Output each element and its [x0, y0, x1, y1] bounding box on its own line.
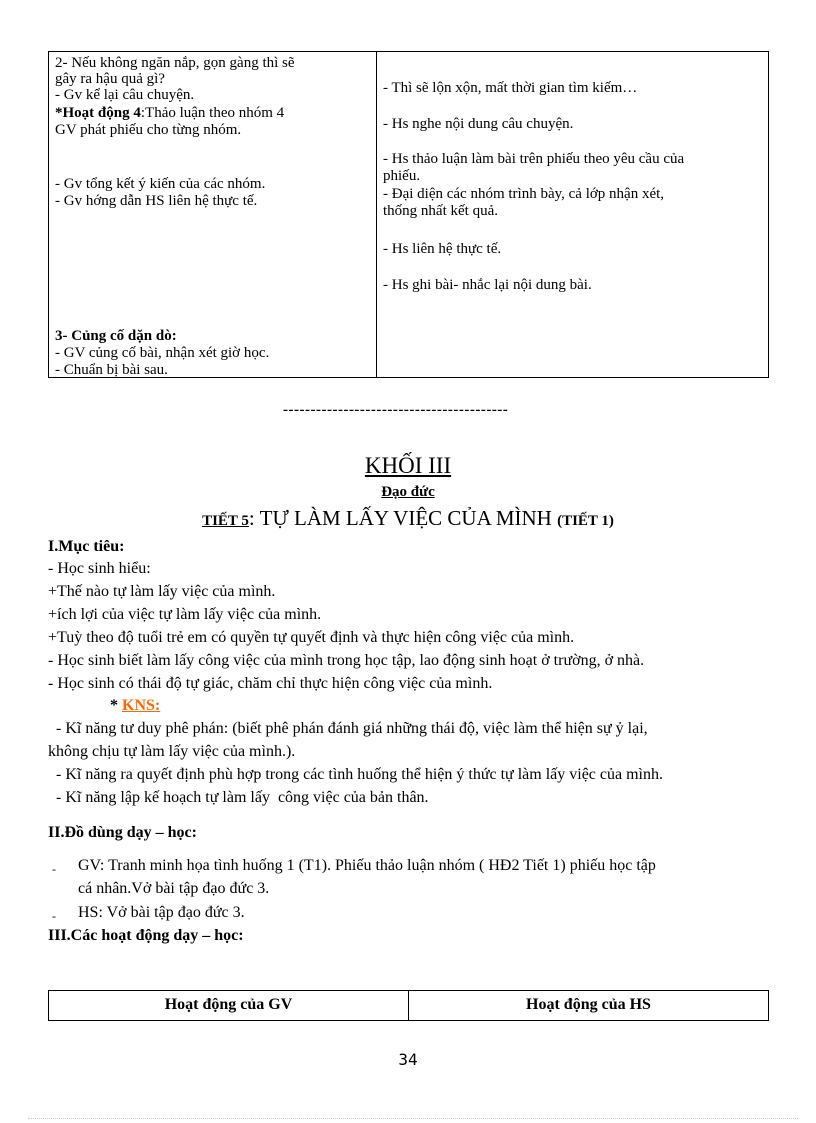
table-line: - Hs ghi bài- nhắc lại nội dung bài.: [383, 277, 592, 293]
kns-line: không chịu tự làm lấy việc của mình.).: [48, 743, 296, 760]
kns-star: *: [110, 697, 122, 714]
kns-heading: [110, 697, 160, 715]
materials-line: cá nhân.Vở bài tập đạo đức 3.: [78, 880, 270, 897]
table-line-heading: 3- Củng cố dặn dò:: [55, 328, 177, 344]
objective-line: - Học sinh có thái độ tự giác, chăm chỉ thực hiện công việc của mình.: [48, 675, 493, 692]
student-activity-header: Hoạt động của HS: [526, 996, 651, 1013]
subject-heading: Đạo đức: [381, 484, 435, 500]
kns-line: - Kĩ năng ra quyết định phù hợp trong các tình huống thể hiện ý thức tự làm lấy việc của mình.: [48, 766, 663, 783]
page-number: 34: [398, 1050, 418, 1069]
objective-line: +Tuỳ theo độ tuổi trẻ em có quyền tự quyết định và thực hiện công việc của mình.: [48, 629, 575, 646]
table-line: - Gv hớng dẫn HS liên hệ thực tế.: [55, 193, 258, 209]
table-line: - GV củng cố bài, nhận xét giờ học.: [55, 345, 270, 361]
lesson-name: : TỰ LÀM LẤY VIỆC CỦA MÌNH: [248, 506, 558, 530]
kns-line: - Kĩ năng lập kế hoạch tự làm lấy công việc của bản thân.: [48, 789, 429, 806]
bullet-icon: -: [52, 862, 56, 876]
teacher-activity-column: [49, 52, 377, 377]
table-line: - Hs liên hệ thực tế.: [383, 241, 502, 257]
student-activity-column: [377, 52, 768, 377]
table-line: - Hs nghe nội dung câu chuyện.: [383, 116, 574, 132]
materials-line: GV: Tranh minh họa tình huống 1 (T1). Phiếu thảo luận nhóm ( HĐ2 Tiết 1) phiếu học tập: [78, 857, 656, 874]
bullet-icon: -: [52, 909, 56, 923]
table-line: gây ra hậu quả gì?: [55, 71, 165, 87]
table-line: - Đại diện các nhóm trình bày, cả lớp nhận xét,: [383, 186, 665, 202]
table-line: - Gv kể lại câu chuyện.: [55, 87, 195, 103]
kns-label: KNS:: [122, 697, 161, 714]
table-line: phiếu.: [383, 168, 421, 184]
lesson-period: TIẾT 5: [202, 513, 249, 529]
table-line: 2- Nếu không ngăn nắp, gọn gàng thì sẽ: [55, 55, 295, 71]
activity-text: Thảo luận theo nhóm 4: [145, 105, 285, 121]
objectives-heading: I.Mục tiêu:: [48, 538, 125, 555]
lesson-part: (TIẾT 1): [557, 513, 614, 529]
activity-label: *Hoạt động 4: [55, 105, 141, 121]
objective-line: - Học sinh hiểu:: [48, 560, 151, 577]
objective-line: - Học sinh biết làm lấy công việc của mình trong học tập, lao động sinh hoạt ở trường, ở nhà.: [48, 652, 645, 669]
activity-4-line: *Hoạt động 4:Thảo luận theo nhóm 4: [55, 105, 285, 121]
grade-heading: KHỐI III: [364, 453, 452, 478]
materials-line: HS: Vở bài tập đạo đức 3.: [78, 904, 245, 921]
table-line: GV phát phiếu cho từng nhóm.: [55, 122, 242, 138]
table-line: - Hs thảo luận làm bài trên phiếu theo yêu cầu của: [383, 151, 685, 167]
objective-line: +ích lợi của việc tự làm lấy việc của mình.: [48, 606, 322, 623]
activity-header-table: [48, 990, 769, 1021]
teacher-activity-header: Hoạt động của GV: [49, 991, 409, 1020]
table-line: thống nhất kết quả.: [383, 203, 498, 219]
lesson-title: [0, 506, 816, 531]
table-line: - Gv tổng kết ý kiến của các nhóm.: [55, 176, 266, 192]
table-line: - Thì sẽ lộn xộn, mất thời gian tìm kiếm…: [383, 80, 638, 96]
table-line: - Chuẩn bị bài sau.: [55, 362, 168, 378]
kns-line: - Kĩ năng tư duy phê phán: (biết phê phán đánh giá những thái độ, việc làm thể hiện sự ỷ lại,: [48, 720, 648, 737]
section-divider: -----------------------------------------: [283, 402, 509, 418]
page-edge-divider: [28, 1118, 798, 1119]
lesson-activity-table: [48, 51, 769, 378]
objective-line: +Thế nào tự làm lấy việc của mình.: [48, 583, 276, 600]
activities-heading: III.Các hoạt động dạy – học:: [48, 927, 244, 944]
materials-heading: II.Đồ dùng dạy – học:: [48, 824, 197, 841]
